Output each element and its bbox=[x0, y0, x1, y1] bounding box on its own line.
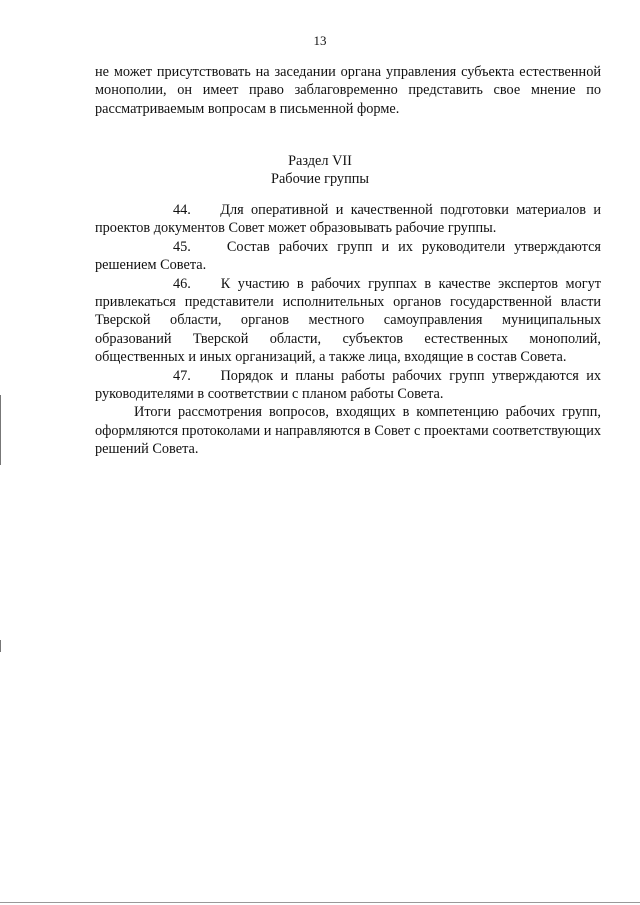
list-item bbox=[95, 275, 601, 367]
scan-edge-mark bbox=[0, 640, 1, 652]
section-heading: Раздел VII bbox=[288, 153, 352, 169]
items-block bbox=[95, 201, 601, 459]
section-title: Рабочие группы bbox=[271, 171, 369, 188]
item-text: Для оперативной и качественной подготовки материалов и проектов документов Совет может образовывать рабочие группы. bbox=[95, 202, 601, 237]
item-text: Состав рабочих групп и их руководители утверждаются решением Совета. bbox=[95, 238, 601, 274]
page-number: 13 bbox=[313, 33, 327, 48]
list-item bbox=[95, 238, 601, 275]
list-item bbox=[95, 367, 601, 404]
intro-paragraph: не может присутствовать на заседании органа управления субъекта естественной монополии, он имеет право заблаговременно представить свое мнение по рассматриваемым вопросам в письменной форме. bbox=[95, 64, 601, 117]
item-number: 44. bbox=[173, 202, 191, 218]
scan-edge-mark bbox=[0, 395, 1, 465]
closing-paragraph: Итоги рассмотрения вопросов, входящих в компетенцию рабочих групп, оформляются протоколами и направляются в Совет с проектами соответствующих решений Совета. bbox=[95, 404, 601, 458]
list-item bbox=[95, 201, 601, 238]
item-text: К участию в рабочих группах в качестве экспертов могут привлекаться представители исполнительных органов государственной власти Тверской области, органов местного самоуправления муниципальных образований Тверской области, субъектов естественных монополий, общественных и иных организаций, а также лица, входящие в состав Совета. bbox=[95, 275, 601, 366]
scan-bottom-edge bbox=[0, 902, 640, 903]
item-number: 47. bbox=[173, 367, 191, 384]
section-header bbox=[0, 152, 640, 189]
item-text: Порядок и планы работы рабочих групп утверждаются их руководителями в соответствии с планом работы Совета. bbox=[95, 367, 601, 403]
item-number: 46. bbox=[173, 275, 191, 292]
intro-block bbox=[95, 63, 601, 118]
item-number: 45. bbox=[173, 238, 191, 255]
